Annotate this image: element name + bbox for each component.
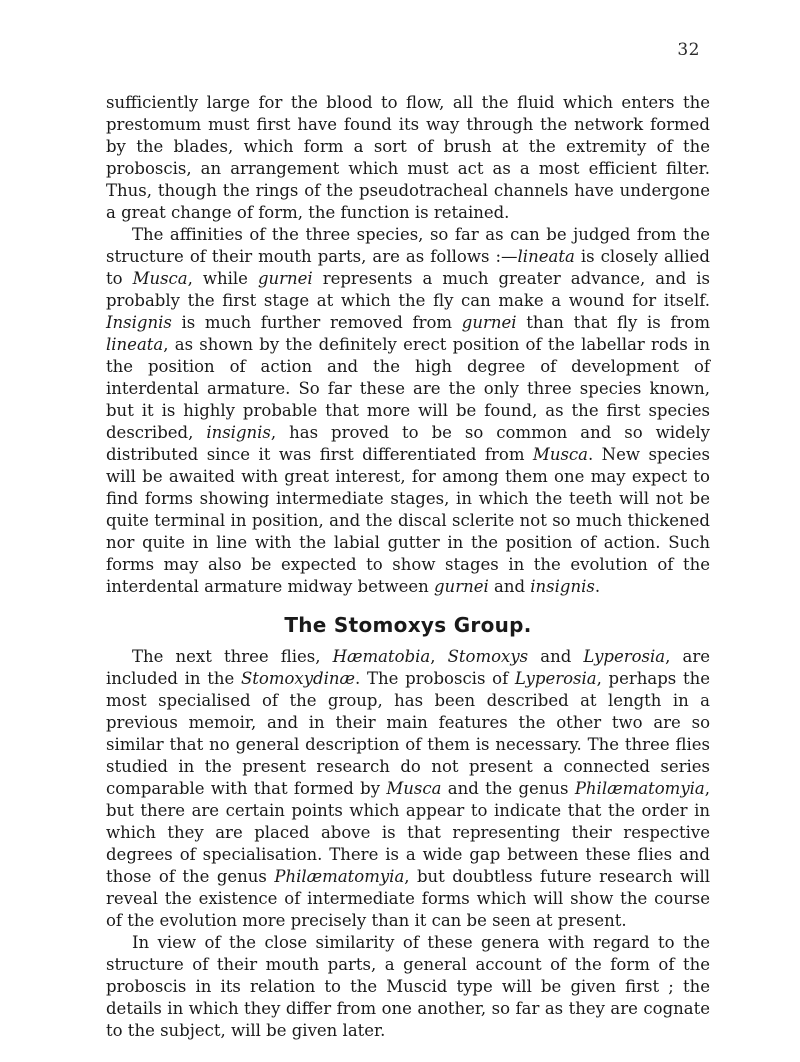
italic-term: Stomoxydinæ	[240, 669, 356, 688]
paragraph-4: In view of the close similarity of these genera with regard to the structure of their mouth parts, a general account of the form of the proboscis in its relation to the Muscid type will be given first ; the details in which they differ from one another, so far as they are cognate to the subject, will be given later.	[106, 933, 710, 1040]
italic-term: gurnei	[434, 577, 489, 596]
italic-term: Philæmatomyia	[274, 867, 405, 886]
italic-term: Stomoxys	[447, 647, 529, 666]
italic-term: insignis	[206, 423, 271, 442]
page-number: 32	[677, 40, 700, 60]
paragraph-2: The affinities of the three species, so far as can be judged from the structure of their mouth parts, are as follows :—lineata is closely allied to Musca, while gurnei represents a much greater advance, and is probably the first stage at which the fly can make a wound for itself. Insignis is much further removed from gurnei than that fly is from lineata, as shown by the definitely erect position of the labellar rods in the position of action and the high degree of development of interdental armature. So far these are the only three species known, but it is highly probable that more will be found, as the first species described, insignis, has proved to be so common and so widely distributed since it was first differentiated from Musca. New species will be awaited with great interest, for among them one may expect to find forms showing intermediate stages, in which the teeth will not be quite terminal in position, and the discal sclerite not so much thickened nor quite in line with the labial gutter in the position of action. Such forms may also be expected to show stages in the evolution of the interdental armature midway between gurnei and insignis.	[106, 225, 710, 596]
italic-term: Musca	[132, 269, 188, 288]
italic-term: gurnei	[257, 269, 313, 288]
paragraph-3: The next three flies, Hæmatobia, Stomoxys and Lyperosia, are included in the Stomoxydinæ. The proboscis of Lyperosia, perhaps the most specialised of the group, has been described at length in a previous memoir, and in their main features the other two are so similar that no general description of them is necessary. The three flies studied in the present research do not present a connected series comparable with that formed by Musca and the genus Philæmatomyia, but there are certain points which appear to indicate that the order in which they are placed above is that representing their respective degrees of specialisation. There is a wide gap between these flies and those of the genus Philæmatomyia, but doubtless future research will reveal the existence of intermediate forms which will show the course of the evolution more precisely than it can be seen at present.	[106, 647, 711, 930]
italic-term: Lyperosia	[583, 647, 666, 666]
italic-term: Hæmatobia	[332, 647, 431, 666]
italic-term: Musca	[532, 445, 588, 464]
italic-term: Lyperosia	[514, 669, 597, 688]
italic-term: gurnei	[461, 313, 517, 332]
section-heading: The Stomoxys Group.	[284, 613, 532, 637]
italic-term: Insignis	[106, 313, 172, 332]
italic-term: Musca	[386, 779, 442, 798]
italic-term: Philæmatomyia	[574, 779, 705, 798]
italic-term: lineata	[106, 335, 164, 354]
italic-term: insignis	[530, 577, 595, 596]
italic-term: lineata	[517, 247, 575, 266]
paragraph-1: sufficiently large for the blood to flow, all the fluid which enters the prestomum must first have found its way through the network formed by the blades, which form a sort of brush at the extremity of the proboscis, an arrangement which must act as a most efficient filter. Thus, though the rings of the pseudotracheal channels have undergone a great change of form, the function is retained.	[106, 93, 710, 222]
body-text	[106, 92, 710, 1042]
